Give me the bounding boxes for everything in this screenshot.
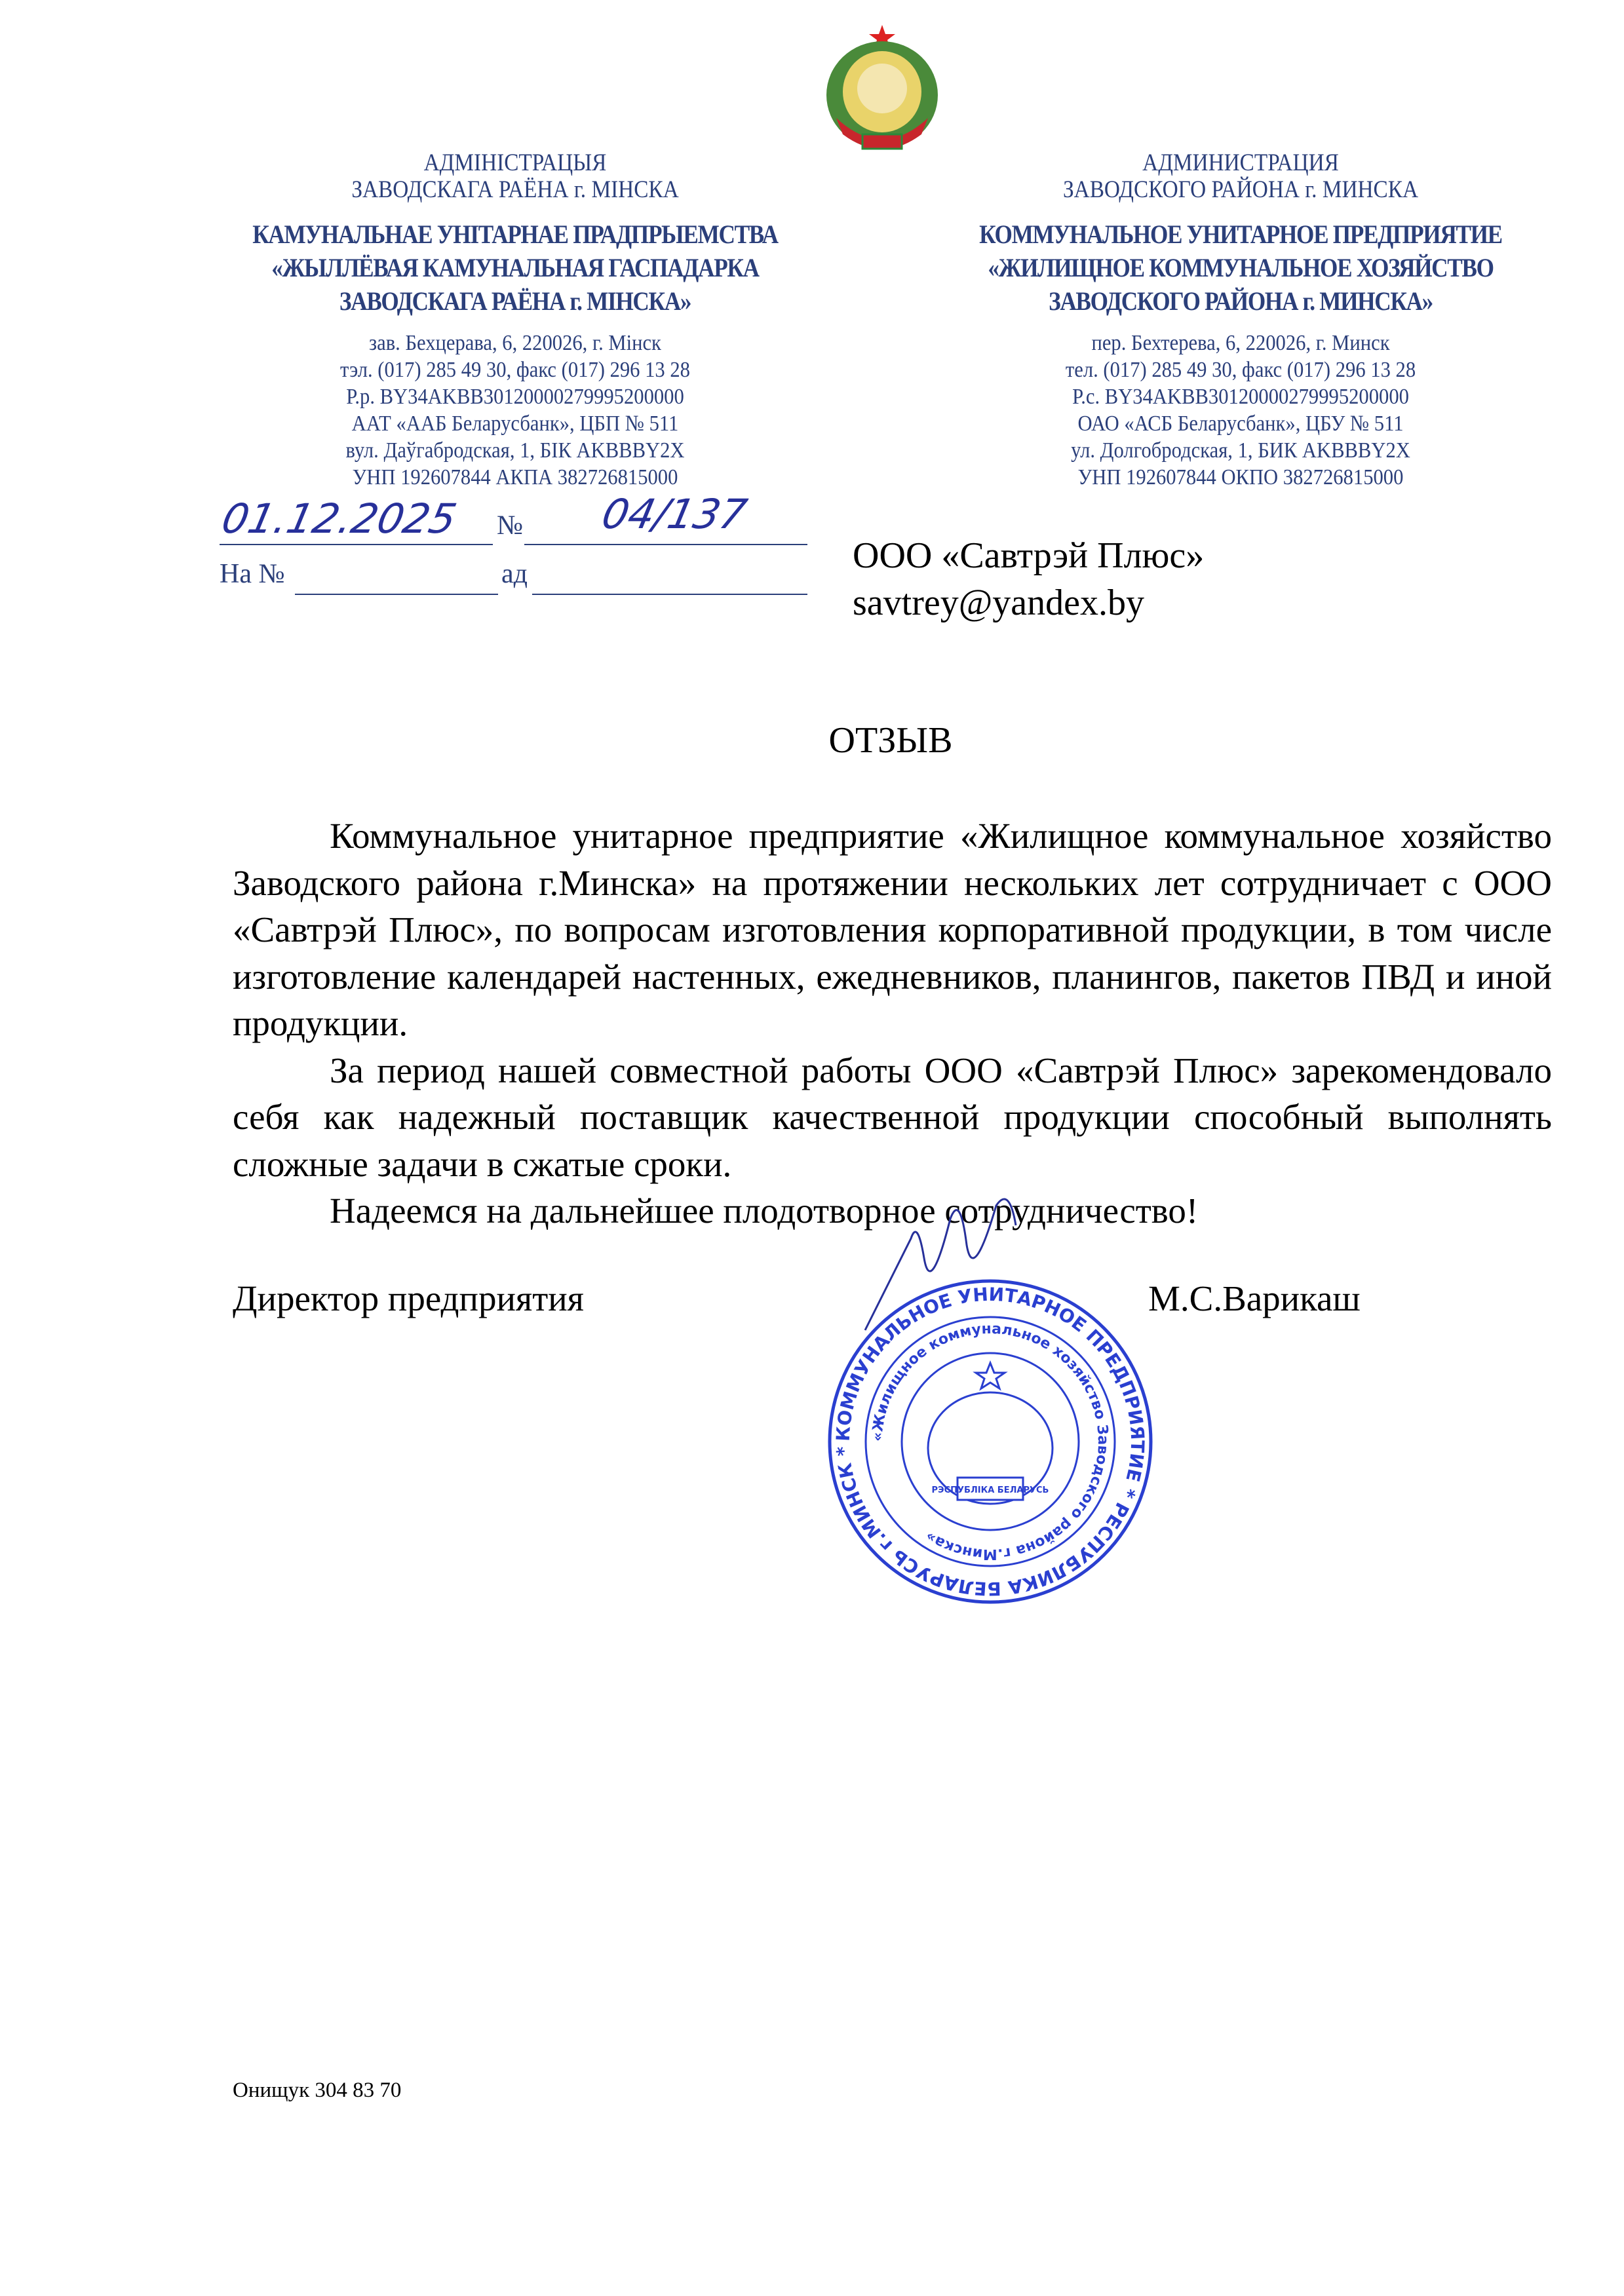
stamp-outer-text: КОММУНАЛЬНОЕ УНИТАРНОЕ ПРЕДПРИЯТИЕ * РЕСПУБЛИКА БЕЛАРУСЬ г.МИНСК * [832, 1283, 1149, 1600]
detail-line: вул. Даўгабродская, 1, БІК AKBBBY2X [345, 438, 685, 463]
footer-contact: Онищук 304 83 70 [233, 2078, 402, 2102]
org-line: КАМУНАЛЬНАЕ УНІТАРНАЕ ПРАДПРЫЕМСТВА [252, 220, 778, 249]
signature-name: М.С.Варикаш [1148, 1278, 1361, 1318]
detail-line: зав. Бехцерава, 6, 220026, г. Мінск [369, 331, 661, 355]
recipient [853, 532, 1204, 626]
admin-line: АДМІНІСТРАЦЫЯ [423, 149, 607, 176]
official-stamp-icon [823, 1274, 1157, 1609]
handwritten-number: 04/137 [598, 490, 751, 538]
detail-line: тэл. (017) 285 49 30, факс (017) 296 13 28 [339, 358, 690, 382]
from-label: ад [501, 559, 528, 589]
detail-line: УНП 192607844 ОКПО 382726815000 [1077, 465, 1404, 489]
org-line: ЗАВОДСКОГО РАЙОНА г. МИНСКА» [1049, 286, 1433, 316]
detail-line: Р.с. BY34AKBB30120000279995200000 [1072, 385, 1409, 409]
org-line: «ЖЫЛЛЁВАЯ КАМУНАЛЬНАЯ ГАСПАДАРКА [271, 253, 759, 282]
document-title: ОТЗЫВ [828, 720, 953, 761]
admin-line: ЗАВОДСКОГО РАЙОНА г. МИНСКА [1062, 176, 1419, 203]
stamp-inner-text: «Жилищное коммунальное хозяйство Заводского района г.Минска» [869, 1320, 1112, 1563]
stamp-emblem-text: РЭСПУБЛІКА БЕЛАРУСЬ [931, 1485, 1049, 1495]
letter-body [233, 813, 1552, 1234]
handwritten-date: 01.12.2025 [218, 495, 461, 543]
reply-label: На № [220, 559, 285, 589]
detail-line: тел. (017) 285 49 30, факс (017) 296 13 28 [1065, 358, 1416, 382]
paragraph: За период нашей совместной работы ООО «Савтрэй Плюс» зарекомендовало себя как надежный поставщик качественной продукции способный выполнять сложные задачи в сжатые сроки. [233, 1050, 1552, 1184]
paragraph: Коммунальное унитарное предприятие «Жилищное коммунальное хозяйство Заводского района г.Минска» на протяжении нескольких лет сотрудничает с ООО «Савтрэй Плюс», по вопросам изготовления корпоративной продукции, в том числе изготовление календарей настенных, ежедневников, планингов, пакетов ПВД и иной продукции. [233, 816, 1552, 1043]
admin-line: АДМИНИСТРАЦИЯ [1142, 149, 1339, 176]
signature-position: Директор предприятия [233, 1278, 584, 1318]
number-sign: № [497, 510, 524, 541]
paragraph: Надеемся на дальнейшее плодотворное сотрудничество! [330, 1191, 1199, 1231]
detail-line: Р.р. BY34AKBB30120000279995200000 [346, 385, 684, 409]
org-line: ЗАВОДСКАГА РАЁНА г. МІНСКА» [339, 286, 691, 316]
detail-line: УНП 192607844 АКПА 382726815000 [352, 465, 678, 489]
org-line: КОММУНАЛЬНОЕ УНИТАРНОЕ ПРЕДПРИЯТИЕ [979, 220, 1502, 249]
recipient-email: savtrey@yandex.by [853, 583, 1144, 623]
letterhead-right [913, 149, 1568, 491]
detail-line: пер. Бехтерева, 6, 220026, г. Минск [1091, 331, 1390, 355]
recipient-name: ООО «Савтрэй Плюс» [853, 535, 1205, 576]
detail-line: ААТ «ААБ Беларусбанк», ЦБП № 511 [351, 411, 679, 436]
detail-line: ул. Долгобродская, 1, БИК AKBBBY2X [1071, 438, 1410, 463]
state-emblem-icon [810, 20, 954, 164]
org-line: «ЖИЛИЩНОЕ КОММУНАЛЬНОЕ ХОЗЯЙСТВО [988, 253, 1494, 282]
admin-line: ЗАВОДСКАГА РАЁНА г. МІНСКА [351, 176, 679, 203]
svg-text:«Жилищное коммунальное хозяйст [870, 1321, 1111, 1562]
detail-line: ОАО «АСБ Беларусбанк», ЦБУ № 511 [1077, 411, 1404, 436]
letterhead-left [187, 149, 843, 491]
